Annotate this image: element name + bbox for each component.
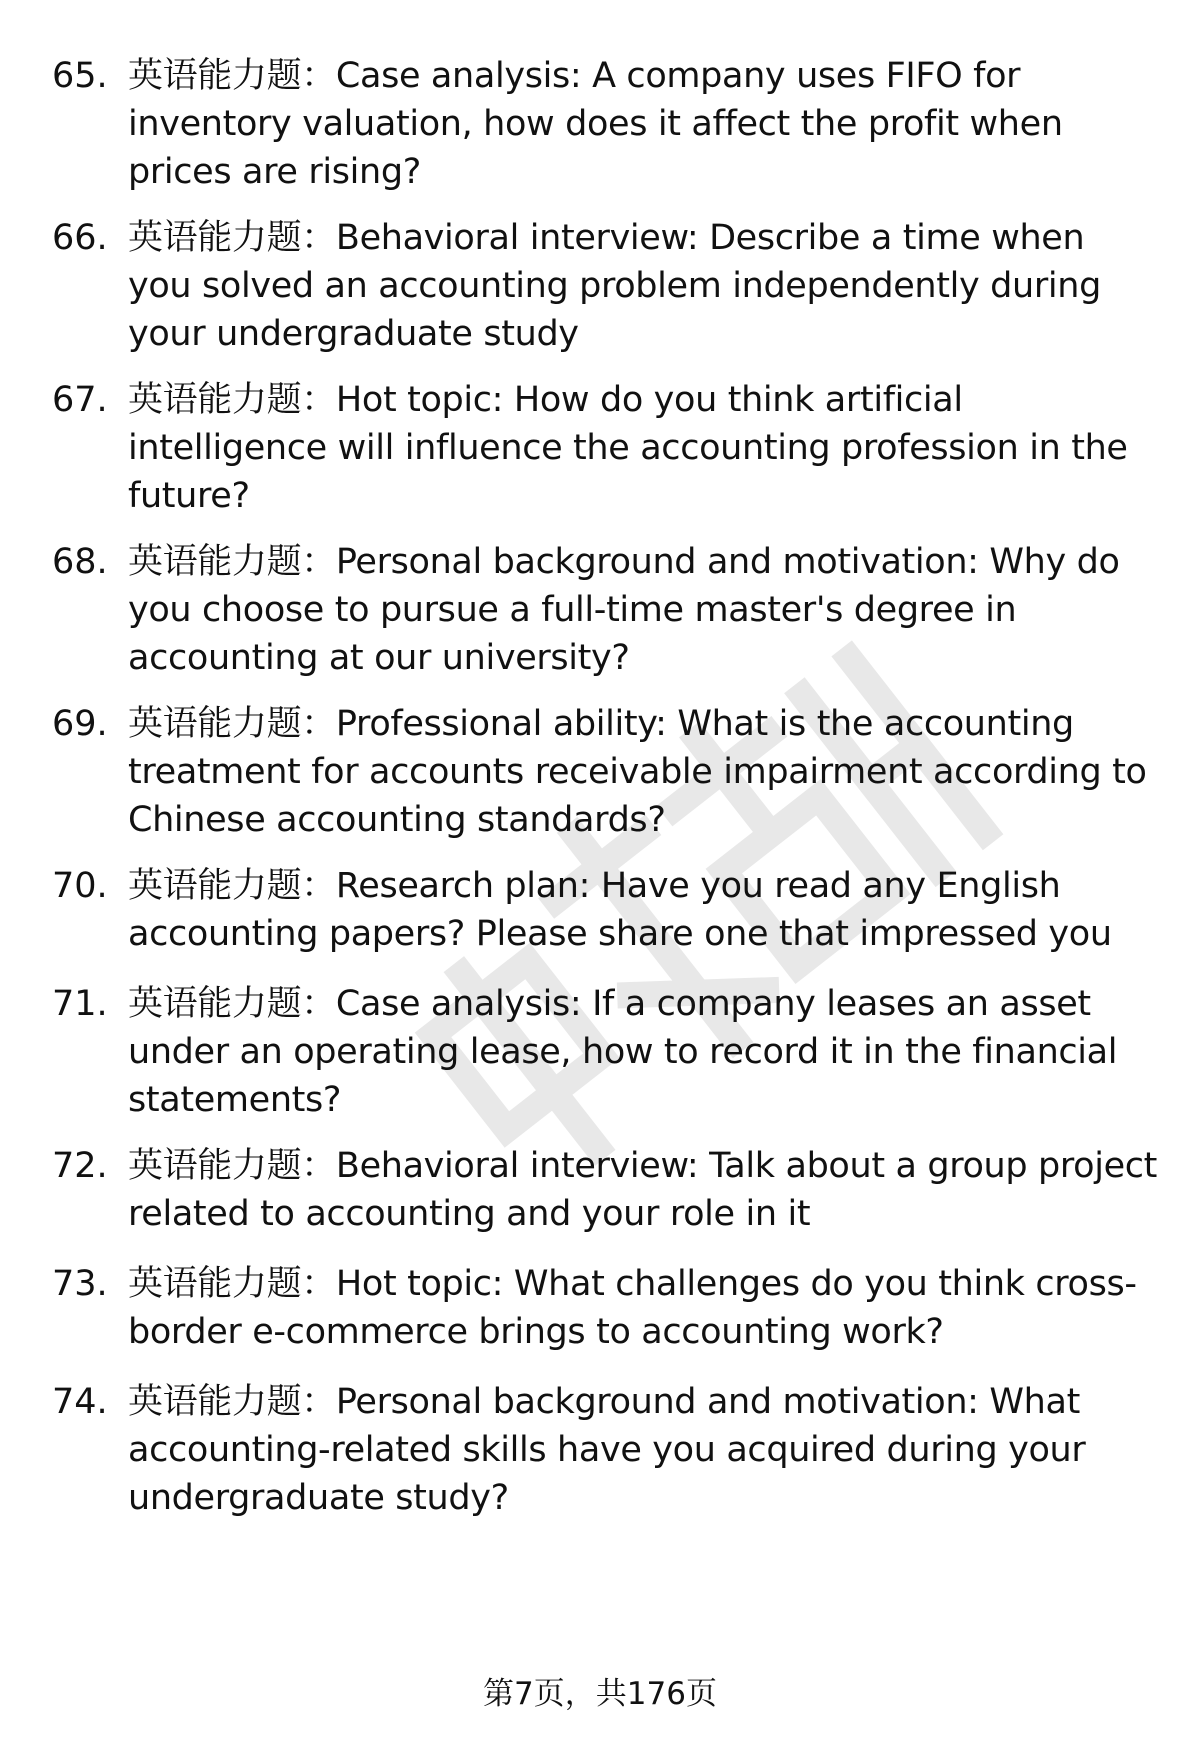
question-text: Personal background and motivation: Why do you choose to pursue a full-time master's degree in accounting at our university?	[128, 542, 1120, 678]
question-number: 71.	[52, 984, 108, 1024]
page-number-footer: 第7页，共176页	[483, 1676, 717, 1712]
question-category: 英语能力题：	[128, 1146, 336, 1186]
question-category: 英语能力题：	[128, 866, 336, 906]
question-category: 英语能力题：	[128, 56, 336, 96]
question-text: Professional ability: What is the accounting treatment for accounts receivable impairment according to Chinese accounting standards?	[128, 704, 1147, 840]
question-text: Hot topic: How do you think artificial intelligence will influence the accounting profession in the future?	[128, 380, 1128, 516]
question-text: Personal background and motivation: What accounting-related skills have you acquired during your undergraduate study?	[128, 1382, 1086, 1518]
question-text: Case analysis: If a company leases an asset under an operating lease, how to record it in the financial statements?	[128, 984, 1118, 1120]
question-number: 69.	[52, 704, 108, 744]
question-number: 66.	[52, 218, 108, 258]
question-number: 68.	[52, 542, 108, 582]
question-text: Behavioral interview: Describe a time when you solved an accounting problem independently during your undergraduate study	[128, 218, 1101, 354]
question-number: 74.	[52, 1382, 108, 1422]
question-text: Case analysis: A company uses FIFO for inventory valuation, how does it affect the profit when prices are rising?	[128, 56, 1063, 192]
question-text: Behavioral interview: Talk about a group project related to accounting and your role in it	[128, 1146, 1158, 1234]
question-category: 英语能力题：	[128, 1382, 336, 1422]
question-category: 英语能力题：	[128, 218, 336, 258]
question-category: 英语能力题：	[128, 1264, 336, 1304]
question-category: 英语能力题：	[128, 984, 336, 1024]
question-text: Hot topic: What challenges do you think cross-border e-commerce brings to accounting work?	[128, 1264, 1137, 1352]
question-text: Research plan: Have you read any English accounting papers? Please share one that impressed you	[128, 866, 1112, 954]
question-number: 72.	[52, 1146, 108, 1186]
question-number: 73.	[52, 1264, 108, 1304]
question-category: 英语能力题：	[128, 704, 336, 744]
question-category: 英语能力题：	[128, 380, 336, 420]
question-number: 70.	[52, 866, 108, 906]
question-number: 67.	[52, 380, 108, 420]
question-category: 英语能力题：	[128, 542, 336, 582]
question-number: 65.	[52, 56, 108, 96]
